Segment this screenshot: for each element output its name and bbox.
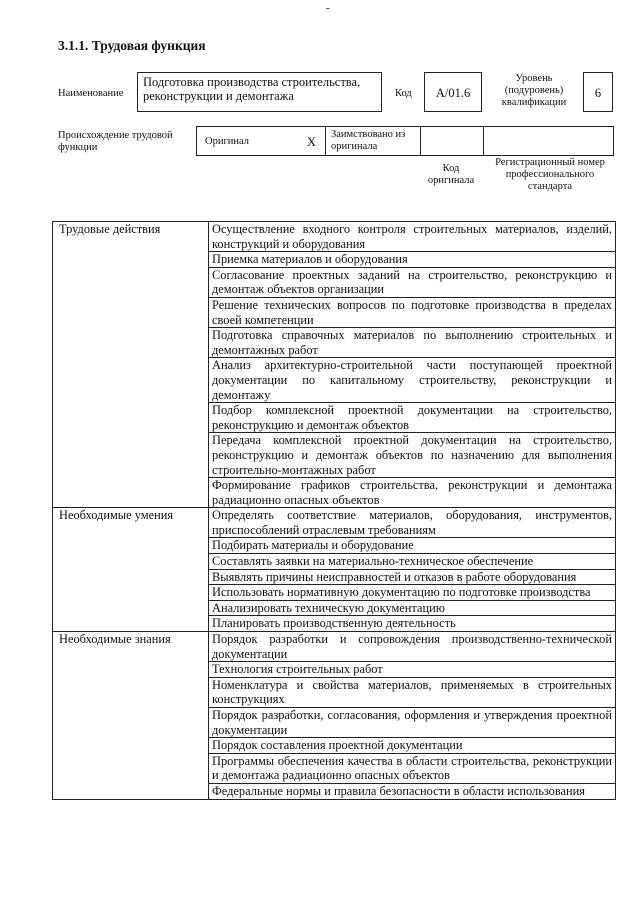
divider	[325, 127, 326, 155]
reg-number-label: Регистрационный номер профессионального стандарта	[495, 157, 605, 192]
code-value-box	[424, 72, 482, 112]
item-cell: Порядок составления проектной документации	[209, 738, 616, 754]
level-value-box	[583, 72, 613, 112]
category-cell: Необходимые знания	[53, 632, 209, 800]
item-cell: Порядок разработки, согласования, оформления и утверждения проектной документации	[209, 708, 616, 738]
item-cell: Планировать производственную деятельность	[209, 616, 616, 632]
item-cell: Согласование проектных заданий на строительство, реконструкцию и демонтаж объектов организации	[209, 267, 616, 297]
item-cell: Приемка материалов и оборудования	[209, 252, 616, 268]
item-cell: Порядок разработки и сопровождения производственно-технической документации	[209, 632, 616, 662]
origin-table	[196, 126, 614, 156]
level-label: Уровень (подуровень) квалификации	[501, 73, 567, 108]
divider	[420, 127, 421, 155]
function-details-table	[52, 221, 616, 800]
name-value: Подготовка производства строительства, реконструкции и демонтажа	[143, 75, 361, 103]
origin-label: Происхождение трудовой функции	[58, 130, 173, 153]
item-cell: Передача комплексной проектной документации на строительство, реконструкцию и демонтаж объектов по назначению для выполнения строительно-монтажных работ	[209, 433, 616, 478]
item-cell: Осуществление входного контроля строительных материалов, изделий, конструкций и оборудования	[209, 222, 616, 252]
item-cell: Подбирать материалы и оборудование	[209, 538, 616, 554]
name-label: Наименование	[58, 88, 124, 99]
item-cell: Выявлять причины неисправностей и отказов в работе оборудования	[209, 569, 616, 585]
item-cell: Номенклатура и свойства материалов, применяемых в строительных конструкциях	[209, 677, 616, 707]
section-title: 3.1.1. Трудовая функция	[58, 38, 206, 53]
item-cell: Использовать нормативную документацию по подготовке производства	[209, 585, 616, 601]
page-mark: -	[326, 2, 330, 14]
code-value: A/01.6	[435, 86, 471, 100]
original-mark: X	[307, 135, 317, 149]
item-cell: Федеральные нормы и правила безопасности в области использования	[209, 783, 616, 799]
item-cell: Подбор комплексной проектной документации на строительство, реконструкцию и демонтаж объектов	[209, 403, 616, 433]
item-cell: Подготовка справочных материалов по выполнению строительных и демонтажных работ	[209, 328, 616, 358]
item-cell: Определять соответствие материалов, оборудования, инструментов, приспособлений отраслевым требованиям	[209, 508, 616, 538]
category-cell: Трудовые действия	[53, 222, 209, 508]
item-cell: Программы обеспечения качества в области строительства, реконструкции и демонтажа радиационно опасных объектов	[209, 753, 616, 783]
divider	[483, 127, 484, 155]
table-row	[53, 632, 616, 662]
item-cell: Формирование графиков строительства, реконструкции и демонтажа радиационно опасных объектов	[209, 478, 616, 508]
item-cell: Анализировать техническую документацию	[209, 600, 616, 616]
code-original-label: Код оригинала	[427, 163, 475, 186]
item-cell: Анализ архитектурно-строительной части поступающей проектной документации по капитальному строительству, реконструкции и демонтажу	[209, 358, 616, 403]
name-value-box	[137, 72, 382, 112]
item-cell: Решение технических вопросов по подготовке производства в пределах своей компетенции	[209, 297, 616, 327]
code-label: Код	[395, 88, 412, 99]
item-cell: Составлять заявки на материально-техническое обеспечение	[209, 554, 616, 570]
borrowed-label: Заимствовано из оригинала	[331, 129, 406, 152]
level-value: 6	[594, 86, 602, 100]
table-row	[53, 508, 616, 538]
table-row	[53, 222, 616, 252]
original-label: Оригинал	[205, 136, 249, 147]
item-cell: Технология строительных работ	[209, 662, 616, 678]
category-cell: Необходимые умения	[53, 508, 209, 632]
